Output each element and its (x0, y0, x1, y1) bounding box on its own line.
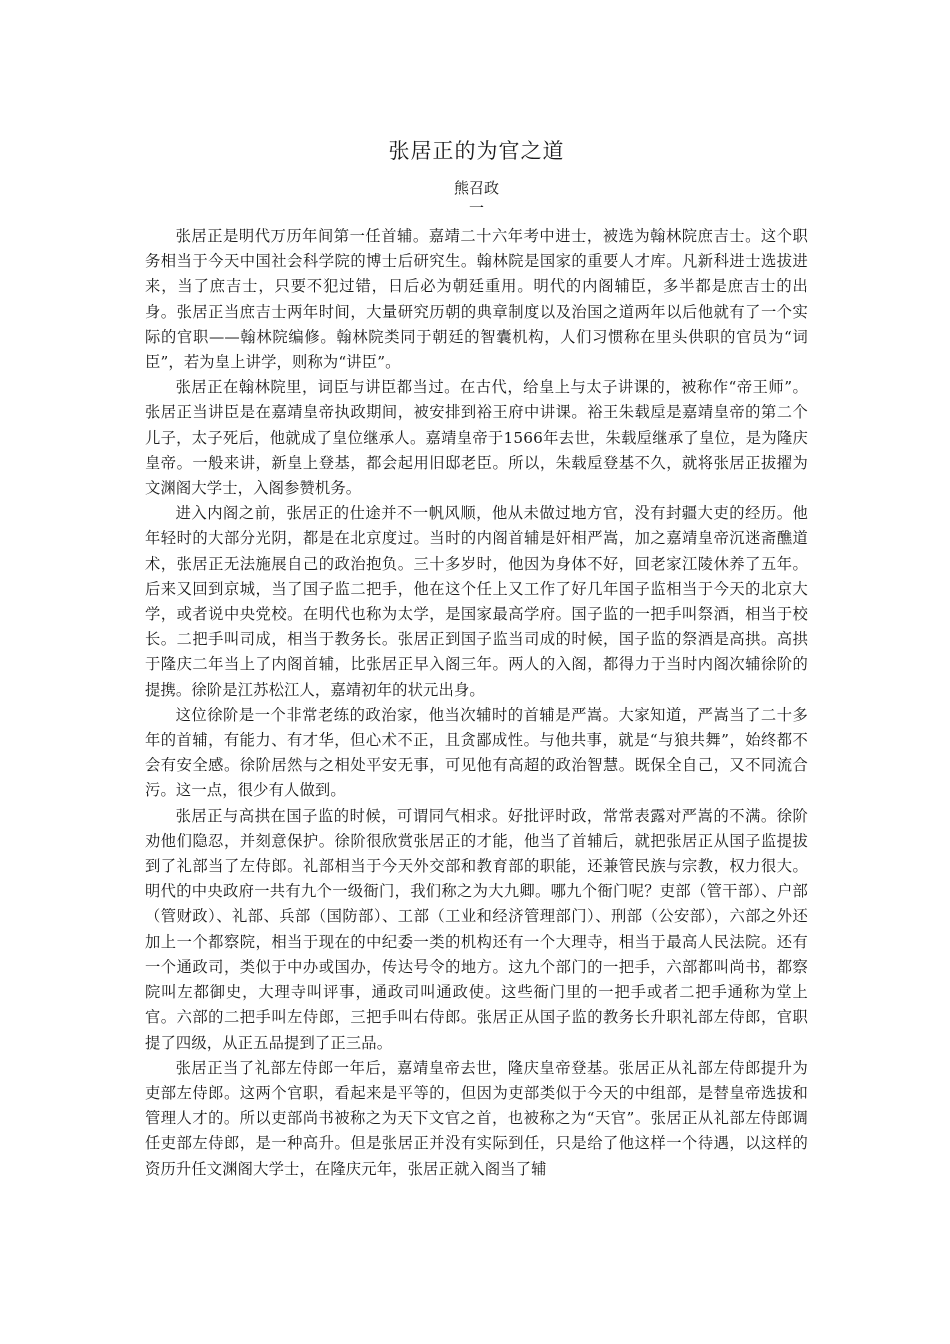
paragraph-2: 张居正在翰林院里，词臣与讲臣都当过。在古代，给皇上与太子讲课的，被称作“帝王师”。张居正当讲臣是在嘉靖皇帝执政期间，被安排到裕王府中讲课。裕王朱载垕是嘉靖皇帝的第二个儿子，太子死后，他就成了皇位继承人。嘉靖皇帝于1566年去世，朱载垕继承了皇位，是为隆庆皇帝。一般来讲，新皇上登基，都会起用旧邸老臣。所以，朱载垕登基不久，就将张居正拔擢为文渊阁大学士，入阁参赞机务。 (145, 378, 808, 498)
paragraph-3: 进入内阁之前，张居正的仕途并不一帆风顺，他从未做过地方官，没有封疆大吏的经历。他年轻时的大部分光阴，都是在北京度过。当时的内阁首辅是奸相严嵩，加之嘉靖皇帝沉迷斋醮道术，张居正无法施展自己的政治抱负。三十多岁时，他因为身体不好，回老家江陵休养了五年。后来又回到京城，当了国子监二把手，他在这个任上又工作了好几年国子监相当于今天的北京大学，或者说中央党校。在明代也称为太学，是国家最高学府。国子监的一把手叫祭酒，相当于校长。二把手叫司成，相当于教务长。张居正到国子监当司成的时候，国子监的祭酒是高拱。高拱于隆庆二年当上了内阁首辅，比张居正早入阁三年。两人的入阁，都得力于当时内阁次辅徐阶的提携。徐阶是江苏松江人，嘉靖初年的状元出身。 (145, 504, 808, 699)
paragraph-1: 张居正是明代万历年间第一任首辅。嘉靖二十六年考中进士，被选为翰林院庶吉士。这个职务相当于今天中国社会科学院的博士后研究生。翰林院是国家的重要人才库。凡新科进士选拔进来，当了庶吉士，只要不犯过错，日后必为朝廷重用。明代的内阁辅臣，多半都是庶吉士的出身。张居正当庶吉士两年时间，大量研究历朝的典章制度以及治国之道两年以后他就有了一个实际的官职——翰林院编修。翰林院类同于朝廷的智囊机构，人们习惯称在里头供职的官员为“词臣”，若为皇上讲学，则称为“讲臣”。 (145, 227, 808, 372)
document-page (145, 128, 808, 1182)
section-number: 一 (468, 199, 484, 217)
paragraph-4: 这位徐阶是一个非常老练的政治家，他当次辅时的首辅是严嵩。大家知道，严嵩当了二十多年的首辅，有能力、有才华，但心术不正，且贪鄙成性。与他共事，就是“与狼共舞”，始终都不会有安全感。徐阶居然与之相处平安无事，可见他有高超的政治智慧。既保全自己，又不同流合污。这一点，很少有人做到。 (145, 705, 808, 800)
author-name: 熊召政 (453, 179, 499, 197)
paragraph-5: 张居正与高拱在国子监的时候，可谓同气相求。好批评时政，常常表露对严嵩的不满。徐阶劝他们隐忍，并刻意保护。徐阶很欣赏张居正的才能，他当了首辅后，就把张居正从国子监提拔到了礼部当了左侍郎。礼部相当于今天外交部和教育部的职能，还兼管民族与宗教，权力很大。明代的中央政府一共有九个一级衙门，我们称之为大九卿。哪九个衙门呢？吏部（管干部）、户部（管财政）、礼部、兵部（国防部）、工部（工业和经济管理部门）、刑部（公安部），六部之外还加上一个都察院，相当于现在的中纪委一类的机构还有一个大理寺，相当于最高人民法院。还有一个通政司，类似于中办或国办，传达号令的地方。这九个部门的一把手，六部都叫尚书，都察院叫左都御史，大理寺叫评事，通政司叫通政使。这些衙门里的一把手或者二把手通称为堂上官。六部的二把手叫左侍郎，三把手叫右侍郎。张居正从国子监的教务长升职礼部左侍郎，官职提了四级，从正五品提到了正三品。 (145, 806, 808, 1052)
paragraph-6: 张居正当了礼部左侍郎一年后，嘉靖皇帝去世，隆庆皇帝登基。张居正从礼部左侍郎提升为吏部左侍郎。这两个官职，看起来是平等的，但因为吏部类似于今天的中组部，是替皇帝选拔和管理人才的。所以吏部尚书被称之为天下文官之首，也被称之为“天官”。张居正从礼部左侍郎调任吏部左侍郎，是一种高升。但是张居正并没有实际到任，只是给了他这样一个待遇，以这样的资历升任文渊阁大学士，在隆庆元年，张居正就入阁当了辅 (145, 1058, 808, 1178)
document-title: 张居正的为官之道 (388, 139, 565, 163)
